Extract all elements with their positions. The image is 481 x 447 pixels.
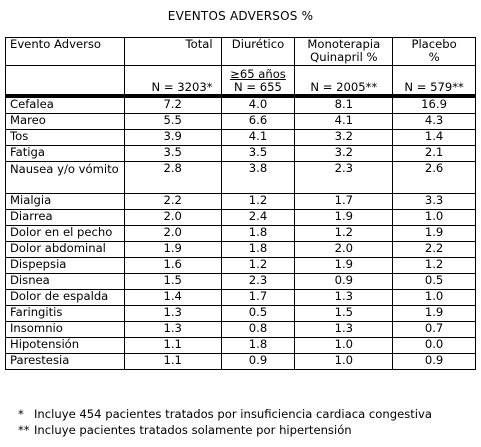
cell-evento: Cefalea (6, 96, 125, 114)
table-row (6, 354, 476, 370)
cell-placebo: 0.0 (393, 338, 476, 354)
cell-diuretico: 1.8 (221, 226, 295, 242)
cell-diuretico: 6.6 (221, 114, 295, 130)
cell-monoterapia: 4.1 (295, 114, 393, 130)
cell-monoterapia: 2.3 (295, 162, 393, 194)
cell-diuretico: 0.9 (221, 354, 295, 370)
cell-placebo: 1.2 (393, 258, 476, 274)
cell-diuretico: 3.5 (221, 146, 295, 162)
cell-evento: Fatiga (6, 146, 125, 162)
cell-total: 1.1 (124, 338, 221, 354)
cell-evento: Disnea (6, 274, 125, 290)
subheader-placebo-n: N = 579** (393, 66, 476, 97)
cell-monoterapia: 1.3 (295, 290, 393, 306)
cell-monoterapia: 8.1 (295, 96, 393, 114)
cell-total: 1.1 (124, 354, 221, 370)
cell-total: 3.9 (124, 130, 221, 146)
footnotes (18, 406, 432, 438)
cell-diuretico: 1.2 (221, 258, 295, 274)
cell-evento: Dolor de espalda (6, 290, 125, 306)
header-evento: Evento Adverso (6, 38, 125, 66)
subheader-empty (6, 66, 125, 97)
cell-total: 7.2 (124, 96, 221, 114)
cell-evento: Insomnio (6, 322, 125, 338)
cell-monoterapia: 1.0 (295, 354, 393, 370)
table-row (6, 162, 476, 194)
cell-diuretico: 1.8 (221, 338, 295, 354)
cell-total: 1.3 (124, 322, 221, 338)
subheader-total-n: N = 3203* (124, 66, 221, 97)
cell-total: 1.9 (124, 242, 221, 258)
table-row (6, 114, 476, 130)
cell-total: 1.6 (124, 258, 221, 274)
table-row (6, 290, 476, 306)
table-row (6, 258, 476, 274)
cell-placebo: 0.9 (393, 354, 476, 370)
table-row (6, 146, 476, 162)
header-monoterapia-line1: Monoterapia (307, 37, 381, 51)
cell-placebo: 1.0 (393, 290, 476, 306)
subheader-monoterapia-n: N = 2005** (295, 66, 393, 97)
cell-placebo: 2.1 (393, 146, 476, 162)
header-diuretico: Diurético (221, 38, 295, 66)
footnote-1-mark: * (18, 407, 24, 421)
footnote-1-text: Incluye 454 pacientes tratados por insuficiencia cardiaca congestiva (34, 407, 432, 421)
cell-diuretico: 2.4 (221, 210, 295, 226)
cell-monoterapia: 0.9 (295, 274, 393, 290)
cell-evento: Dolor en el pecho (6, 226, 125, 242)
cell-evento: Mareo (6, 114, 125, 130)
cell-monoterapia: 1.7 (295, 194, 393, 210)
subheader-diuretico-age: ≥65 años (230, 67, 286, 81)
header-placebo (393, 38, 476, 66)
cell-diuretico: 1.2 (221, 194, 295, 210)
cell-monoterapia: 2.0 (295, 242, 393, 258)
cell-total: 3.5 (124, 146, 221, 162)
cell-monoterapia: 1.9 (295, 210, 393, 226)
header-placebo-line2: % (428, 50, 440, 64)
header-total: Total (124, 38, 221, 66)
cell-total: 2.0 (124, 210, 221, 226)
footnote-2-mark: ** (18, 423, 30, 437)
cell-monoterapia: 1.9 (295, 258, 393, 274)
table-row (6, 274, 476, 290)
cell-placebo: 1.0 (393, 210, 476, 226)
table-row (6, 306, 476, 322)
cell-monoterapia: 1.2 (295, 226, 393, 242)
cell-diuretico: 3.8 (221, 162, 295, 194)
cell-total: 2.8 (124, 162, 221, 194)
cell-placebo: 2.6 (393, 162, 476, 194)
adverse-events-table (5, 37, 476, 370)
cell-evento: Hipotensión (6, 338, 125, 354)
cell-placebo: 1.9 (393, 226, 476, 242)
cell-placebo: 4.3 (393, 114, 476, 130)
cell-placebo: 1.9 (393, 306, 476, 322)
subheader-diuretico (221, 66, 295, 97)
cell-monoterapia: 1.3 (295, 322, 393, 338)
table-row (6, 242, 476, 258)
cell-evento: Mialgia (6, 194, 125, 210)
table-row (6, 96, 476, 114)
table-title: EVENTOS ADVERSOS % (167, 9, 314, 23)
cell-diuretico: 4.0 (221, 96, 295, 114)
cell-evento: Dolor abdominal (6, 242, 125, 258)
cell-evento: Diarrea (6, 210, 125, 226)
header-placebo-line1: Placebo (411, 37, 457, 51)
cell-evento: Dispepsia (6, 258, 125, 274)
cell-evento: Faringitis (6, 306, 125, 322)
cell-evento: Tos (6, 130, 125, 146)
cell-placebo: 1.4 (393, 130, 476, 146)
header-row (6, 38, 476, 66)
cell-monoterapia: 3.2 (295, 130, 393, 146)
header-monoterapia-line2: Quinapril % (310, 50, 378, 64)
cell-total: 2.2 (124, 194, 221, 210)
cell-monoterapia: 3.2 (295, 146, 393, 162)
footnote-2-text: Incluye pacientes tratados solamente por hipertensión (34, 423, 352, 437)
cell-placebo: 0.7 (393, 322, 476, 338)
cell-placebo: 2.2 (393, 242, 476, 258)
cell-total: 5.5 (124, 114, 221, 130)
table-row (6, 194, 476, 210)
cell-monoterapia: 1.0 (295, 338, 393, 354)
subheader-diuretico-n: N = 655 (234, 80, 282, 94)
cell-diuretico: 1.7 (221, 290, 295, 306)
cell-placebo: 16.9 (393, 96, 476, 114)
cell-diuretico: 0.5 (221, 306, 295, 322)
cell-diuretico: 4.1 (221, 130, 295, 146)
cell-placebo: 0.5 (393, 274, 476, 290)
cell-diuretico: 1.8 (221, 242, 295, 258)
cell-total: 1.3 (124, 306, 221, 322)
cell-total: 1.5 (124, 274, 221, 290)
sample-size-row (6, 66, 476, 97)
header-monoterapia (295, 38, 393, 66)
cell-diuretico: 0.8 (221, 322, 295, 338)
footnote-1 (18, 406, 432, 422)
cell-diuretico: 2.3 (221, 274, 295, 290)
cell-placebo: 3.3 (393, 194, 476, 210)
cell-total: 2.0 (124, 226, 221, 242)
table-row (6, 210, 476, 226)
cell-monoterapia: 1.5 (295, 306, 393, 322)
footnote-2 (18, 422, 432, 438)
cell-evento: Parestesia (6, 354, 125, 370)
table-row (6, 322, 476, 338)
cell-evento: Nausea y/o vómito (6, 162, 125, 194)
table-row (6, 130, 476, 146)
cell-total: 1.4 (124, 290, 221, 306)
table-row (6, 338, 476, 354)
table-row (6, 226, 476, 242)
